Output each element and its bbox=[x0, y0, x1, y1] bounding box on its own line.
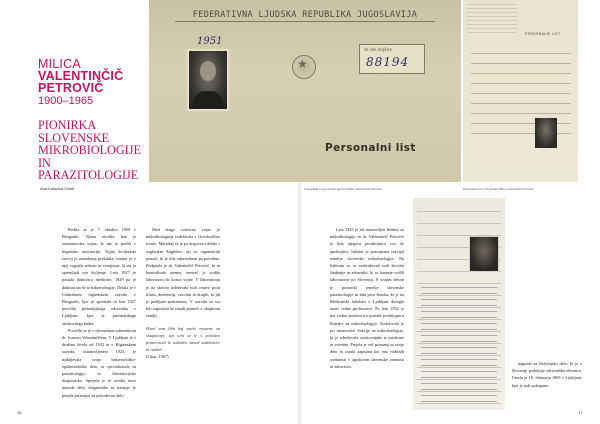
page-number-right: 17 bbox=[578, 410, 583, 415]
photo-caption: Fotografija iz personalnega lista Milice Valentinčič Petrovič bbox=[304, 187, 382, 191]
text-column-3 bbox=[330, 226, 404, 370]
card-number-value: 88194 bbox=[366, 55, 410, 69]
text-column-1 bbox=[62, 226, 136, 399]
subtitle-line: IN bbox=[38, 155, 51, 170]
article-title-block bbox=[38, 58, 158, 182]
name-first: MILICA bbox=[38, 57, 81, 71]
text-column-2 bbox=[146, 226, 220, 361]
name-last: PETROVIČ bbox=[38, 81, 104, 95]
subtitle-line: MIKROBIOLOGIJE bbox=[38, 143, 141, 157]
paragraph: Rodila se je 7. oktobra 1900 v Beogradu. Njena otroška leta je zaznamovala vojna. Iz nje je prešla v begunsko internacijo. Vojna življenjski razvoj je nenadoma prekinila, vendar je v njej vzgojila trdnost in vztrajnost, ki sta jo spremljali vse življenje. Leta 1927 je postala doktorica medicine, 1929 pa je doktorirala še iz bakteriologije. Delala je v Centralnem higienskem zavodu v Beogradu, kjer je spoznala in leta 1927 poročila primarijskega zdravnika v Ljubljani, kjer je primarijskega strokovnega kadra. bbox=[62, 227, 136, 326]
secondary-document-title: PERSONALNI LIST bbox=[525, 32, 561, 36]
paragraph: Poročila se je s slovenskim zdravnikom dr. Ivanom Valentinčičem. V Ljubljani je z družino živela od 1932 in v Higienskem zavodu, ustanovljenem 1923, je nadaljevala svoje bakteriološko-epidemiološko delo, se specializirala za parazitologijo in laboratorijsko diagnostiko. Sprejela je in uvedla nove metode dela, diagnostiko in kasneje je prejela priznanje za prizadevno delo. bbox=[62, 327, 136, 398]
quote: Hotel sem bila kaj smele nevarne za okupatorje, saj sem se le s pološtvo primernosti le nobeden izmed sodelavcev ni razkril. bbox=[146, 325, 220, 353]
personal-record-photo-secondary bbox=[463, 0, 578, 182]
photo-caption-secondary: Personalni list s fotografijo Milice Valentinčič Petrovič bbox=[463, 187, 534, 191]
handwritten-year: 1951 bbox=[197, 36, 223, 47]
card-number-label: Št. del. knjižice bbox=[364, 47, 392, 52]
personal-record-photo bbox=[149, 0, 461, 182]
document-title: Personalni list bbox=[325, 142, 416, 154]
author-byline: Ana Katarina Zihrel bbox=[40, 186, 75, 191]
article-subtitle bbox=[38, 119, 158, 182]
handwriting-lines bbox=[421, 282, 497, 402]
handwritten-document-photo bbox=[413, 198, 505, 410]
portrait-photo bbox=[187, 49, 229, 111]
subtitle-line: PARAZITOLOGIJE bbox=[38, 168, 139, 182]
name-middle: VALENTINČIČ bbox=[38, 69, 124, 83]
portrait-photo-document bbox=[469, 236, 499, 272]
card-number-box bbox=[359, 44, 425, 74]
text-column-4 bbox=[512, 360, 582, 389]
paragraph: Med drugo svetovno vojno je mikrobiologinja sodelovala z Osvobodilno fronto. Marsikaj se je po dogovoru delalo s soglasjem Angležev, saj so organizirali pomoč, ki je bila zdravnikom pa potrebna. Podpirala je dr. Valentinčič Petrovič, ki ni kontrolirala razmer, temveč je vodila laboratorij do konca vojne. V laboratoriju je na skrivaj izdelovala tudi cepiva proti tifusu, dizenteriji, vaccinii in drugih, ki jih je pošiljala partizanom. V zavodu so vsi bili zaposleni že zaradi pomoči v okupirani zemlji. bbox=[146, 227, 220, 319]
page-number-left: 16 bbox=[17, 410, 22, 415]
subtitle-line: SLOVENSKE bbox=[38, 130, 110, 145]
subtitle-line: PIONIRKA bbox=[38, 118, 97, 132]
paragraph: nagrado za življenjsko delo, ki jo v Sloveniji podeljuje zdravniška zbornica. Umrla je 16. februarja 1965 v Ljubljani, kjer je tudi pokopana. bbox=[512, 361, 582, 388]
life-years: 1900–1965 bbox=[38, 95, 94, 107]
portrait-photo-small bbox=[535, 118, 557, 148]
state-emblem-icon: ★ bbox=[292, 55, 316, 79]
document-header: FEDERATIVNA LJUDSKA REPUBLIKA JUGOSLAVIJA bbox=[149, 0, 461, 30]
quote-source: (Likar, 1967) bbox=[146, 354, 169, 360]
paragraph: Leta 1945 je bil ustanovljen Inštitut za mikrobiologijo in dr. Valentinčič Petrovič je bila njegova predstojnica vse do upokojitve. Inštitut je postopoma razvijal temelje slovenske mikrobiologije. Na Inštitutu so se izobraževali tudi številni študentje in zdravniki, ki so kasneje vodili laboratorije po Sloveniji. S svojim delom je postavila temelje slovenske parazitologije in bila prva ženska, ki je na Medicinski fakulteti v Ljubljani dosegla naziv redne profesorice. Po letu 1952 je kot redna profesorica postala predstojnica Katedre za mikrobiologijo. Sodelovala je pri ustanovitvi Sekcije za mikrobiologijo, ki je združevala strokovnjake iz medicine in veterine. Prejela je več priznanj za svoje delo in ostala zapisana kot ena vodilnih osebnosti v zgodovini slovenske znanosti in zdravstva. bbox=[330, 227, 404, 369]
